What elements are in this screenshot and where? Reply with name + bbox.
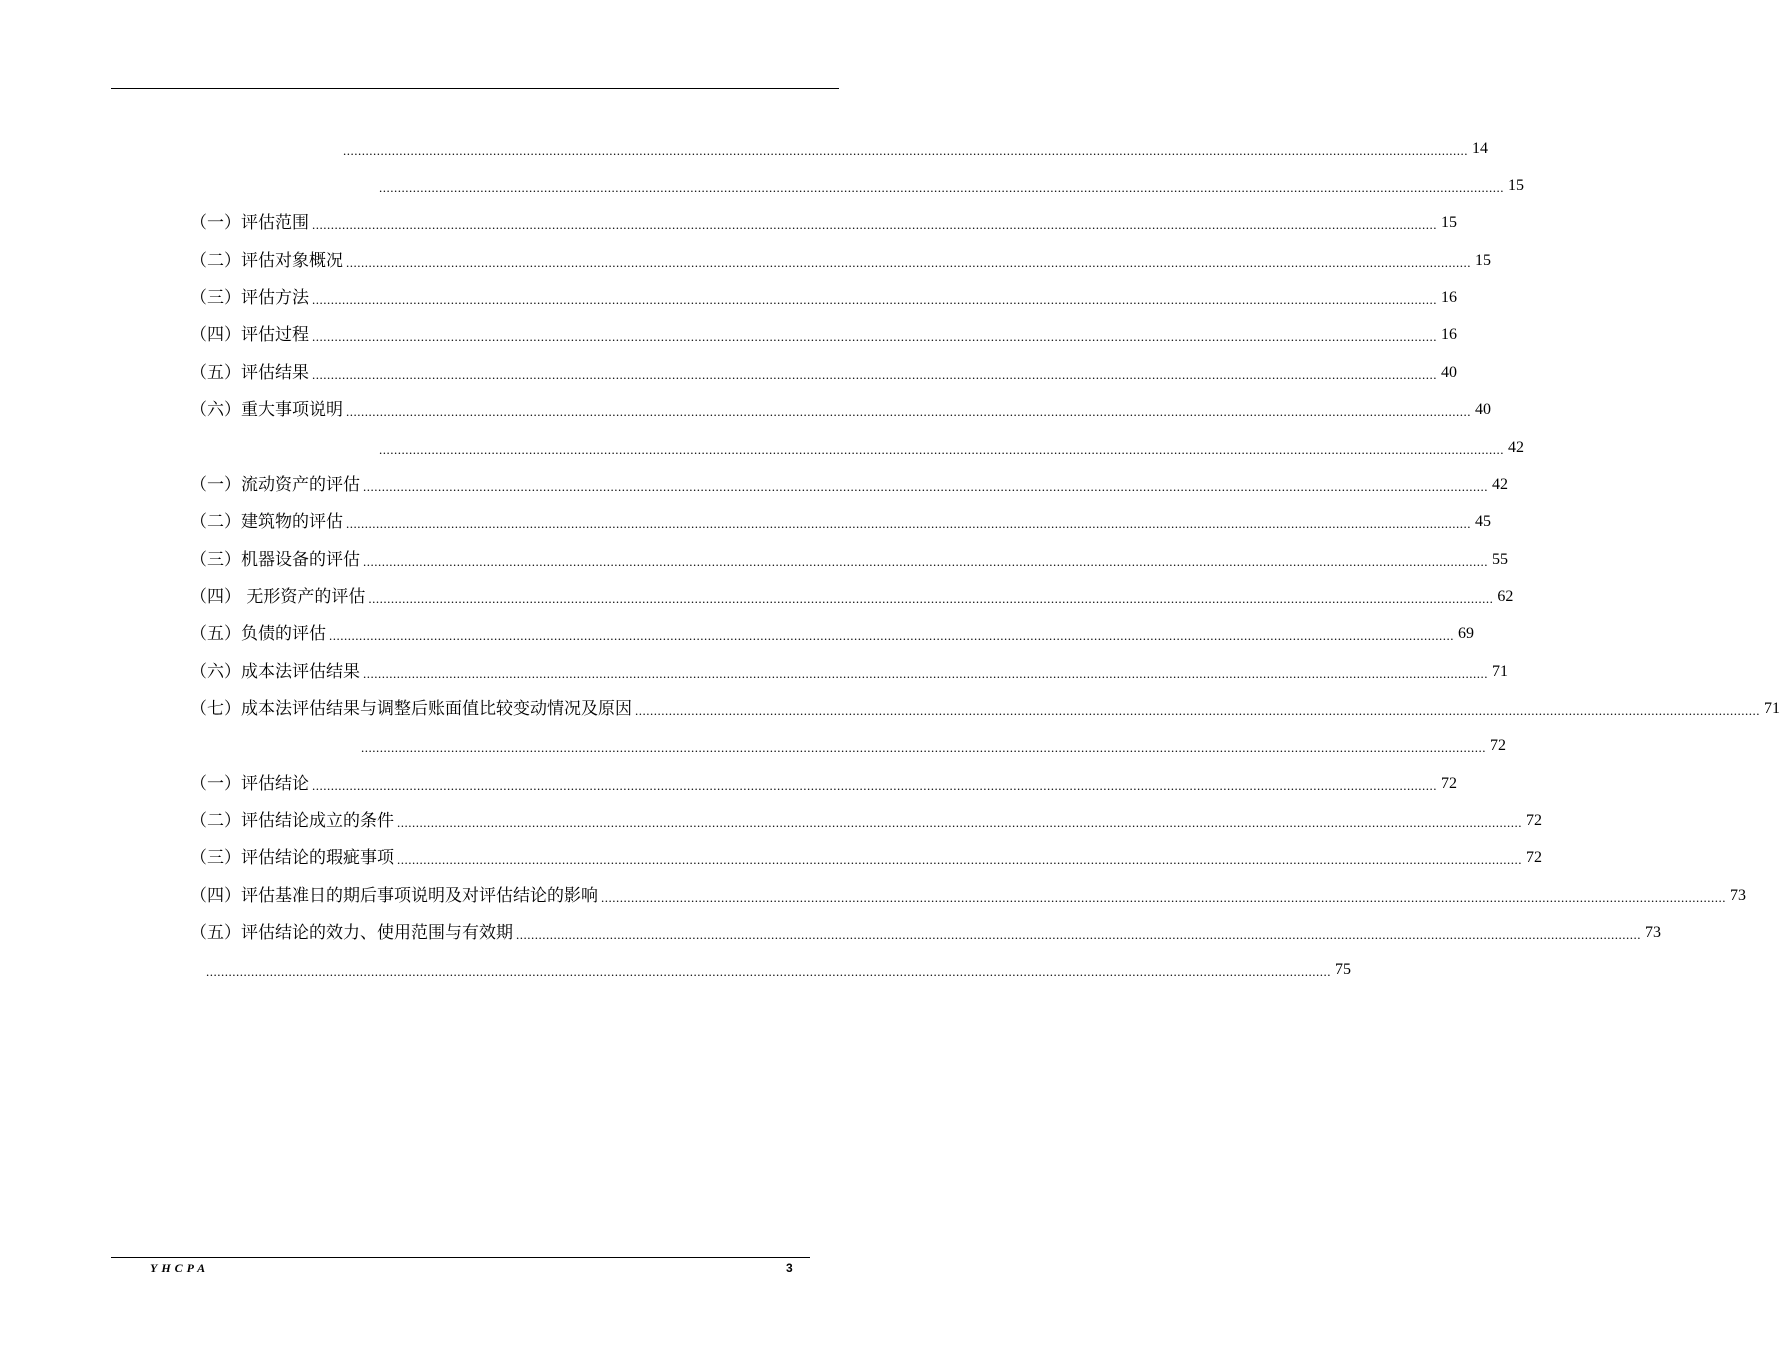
toc-entry[interactable] xyxy=(190,810,1542,832)
toc-entry[interactable] xyxy=(190,362,1457,384)
toc-entry-page: 71 xyxy=(1492,663,1508,680)
toc-entry-page: 14 xyxy=(1472,140,1488,157)
toc-entry-page: 73 xyxy=(1730,887,1746,904)
toc-leader-dots: ............................................................................................................................................................................................................................................................................................................ xyxy=(635,703,1760,718)
toc-entry-label: （三）机器设备的评估 xyxy=(190,550,360,570)
footer-brand: YHCPA xyxy=(150,1261,210,1275)
toc-entry-label: （一）评估范围 xyxy=(190,213,309,233)
toc-entry-page: 16 xyxy=(1441,326,1457,343)
toc-entry-page: 45 xyxy=(1475,513,1491,530)
toc-leader-dots: ............................................................................................................................................................................................................................................................................................................ xyxy=(601,890,1726,905)
toc-entry-label: （四）评估过程 xyxy=(190,325,309,345)
toc-entry[interactable] xyxy=(190,287,1457,309)
toc-entry-label: （六）重大事项说明 xyxy=(190,400,343,420)
toc-entry-page: 71 xyxy=(1764,700,1780,717)
toc-entry[interactable] xyxy=(190,773,1457,795)
toc-entry-page: 16 xyxy=(1441,289,1457,306)
footer-page-number: 3 xyxy=(786,1261,793,1275)
toc-entry[interactable] xyxy=(190,847,1542,869)
toc-entry-page: 40 xyxy=(1441,364,1457,381)
toc-entry-label: （六）成本法评估结果 xyxy=(190,662,360,682)
toc-entry-page: 73 xyxy=(1645,924,1661,941)
footer-rule xyxy=(111,1257,810,1258)
toc-entry-label: （五）评估结果 xyxy=(190,363,309,383)
toc-entry[interactable] xyxy=(203,959,1351,981)
toc-entry-label: （五）负债的评估 xyxy=(190,624,326,644)
toc-entry-page: 40 xyxy=(1475,401,1491,418)
toc-leader-dots: ............................................................................................................................................................................................................................................................................................................ xyxy=(363,554,1488,569)
toc-entry-label: （二）评估对象概况 xyxy=(190,251,343,271)
toc-leader-dots: ............................................................................................................................................................................................................................................................................................................ xyxy=(346,516,1471,531)
toc-entry[interactable] xyxy=(190,511,1491,533)
toc-entry-label: （一）评估结论 xyxy=(190,774,309,794)
toc-entry[interactable] xyxy=(190,885,1746,907)
toc-entry[interactable] xyxy=(190,549,1508,571)
toc-leader-dots: ............................................................................................................................................................................................................................................................................................................ xyxy=(368,591,1494,606)
toc-entry[interactable] xyxy=(190,399,1491,421)
toc-entry-label: （一）流动资产的评估 xyxy=(190,475,360,495)
toc-entry[interactable] xyxy=(190,922,1661,944)
toc-entry-label: （二）评估结论成立的条件 xyxy=(190,811,394,831)
toc-entry-page: 62 xyxy=(1497,588,1514,605)
toc-leader-dots: ............................................................................................................................................................................................................................................................................................................ xyxy=(363,479,1488,494)
toc-entry-page: 15 xyxy=(1475,252,1491,269)
toc-entry[interactable] xyxy=(358,735,1506,757)
toc-leader-dots: ............................................................................................................................................................................................................................................................................................................ xyxy=(312,292,1437,307)
toc-entry-page: 72 xyxy=(1441,775,1457,792)
toc-leader-dots: ............................................................................................................................................................................................................................................................................................................ xyxy=(206,964,1331,979)
toc-entry-page: 69 xyxy=(1458,625,1474,642)
toc-entry-page: 15 xyxy=(1441,214,1457,231)
toc-entry[interactable] xyxy=(190,212,1457,234)
toc-leader-dots: ............................................................................................................................................................................................................................................................................................................ xyxy=(346,404,1471,419)
toc-leader-dots: ............................................................................................................................................................................................................................................................................................................ xyxy=(312,367,1437,382)
toc-leader-dots: ............................................................................................................................................................................................................................................................................................................ xyxy=(343,143,1468,158)
toc-leader-dots: ............................................................................................................................................................................................................................................................................................................ xyxy=(312,778,1437,793)
toc-entry-page: 75 xyxy=(1335,961,1351,978)
toc-entry-page: 42 xyxy=(1492,476,1508,493)
toc-leader-dots: ............................................................................................................................................................................................................................................................................................................ xyxy=(312,217,1437,232)
toc-entry[interactable] xyxy=(190,623,1474,645)
toc-entry[interactable] xyxy=(190,474,1508,496)
toc-leader-dots: ............................................................................................................................................................................................................................................................................................................ xyxy=(312,329,1437,344)
toc-entry[interactable] xyxy=(190,661,1508,683)
toc-leader-dots: ............................................................................................................................................................................................................................................................................................................ xyxy=(379,180,1504,195)
toc-entry[interactable] xyxy=(190,250,1491,272)
toc-leader-dots: ............................................................................................................................................................................................................................................................................................................ xyxy=(346,255,1471,270)
toc-entry[interactable] xyxy=(190,586,1514,608)
toc-entry-label: （三）评估结论的瑕疵事项 xyxy=(190,848,394,868)
toc-entry-page: 72 xyxy=(1490,737,1506,754)
toc-leader-dots: ............................................................................................................................................................................................................................................................................................................ xyxy=(397,815,1522,830)
toc-leader-dots: ............................................................................................................................................................................................................................................................................................................ xyxy=(329,628,1454,643)
toc-entry[interactable] xyxy=(190,324,1457,346)
toc-entry-page: 42 xyxy=(1508,439,1524,456)
toc-entry-label: （二）建筑物的评估 xyxy=(190,512,343,532)
toc-entry-label: （四）评估基准日的期后事项说明及对评估结论的影响 xyxy=(190,886,598,906)
toc-leader-dots: ............................................................................................................................................................................................................................................................................................................ xyxy=(379,442,1504,457)
toc-entry-label: （七）成本法评估结果与调整后账面值比较变动情况及原因 xyxy=(190,699,632,719)
toc-entry-page: 15 xyxy=(1508,177,1524,194)
toc-entry-page: 55 xyxy=(1492,551,1508,568)
toc-entry[interactable] xyxy=(190,698,1780,720)
toc-leader-dots: ............................................................................................................................................................................................................................................................................................................ xyxy=(397,852,1522,867)
toc-entry-page: 72 xyxy=(1526,812,1542,829)
toc-entry-label: （三）评估方法 xyxy=(190,288,309,308)
toc-entry-page: 72 xyxy=(1526,849,1542,866)
toc-leader-dots: ............................................................................................................................................................................................................................................................................................................ xyxy=(361,740,1486,755)
toc-leader-dots: ............................................................................................................................................................................................................................................................................................................ xyxy=(363,666,1488,681)
toc-entry[interactable] xyxy=(376,175,1524,197)
toc-entry[interactable] xyxy=(340,138,1488,160)
toc-entry-label: （五）评估结论的效力、使用范围与有效期 xyxy=(190,923,513,943)
toc-entry[interactable] xyxy=(376,437,1524,459)
toc-entry-label: （四） 无形资产的评估 xyxy=(190,587,366,607)
toc-leader-dots: ............................................................................................................................................................................................................................................................................................................ xyxy=(516,927,1641,942)
